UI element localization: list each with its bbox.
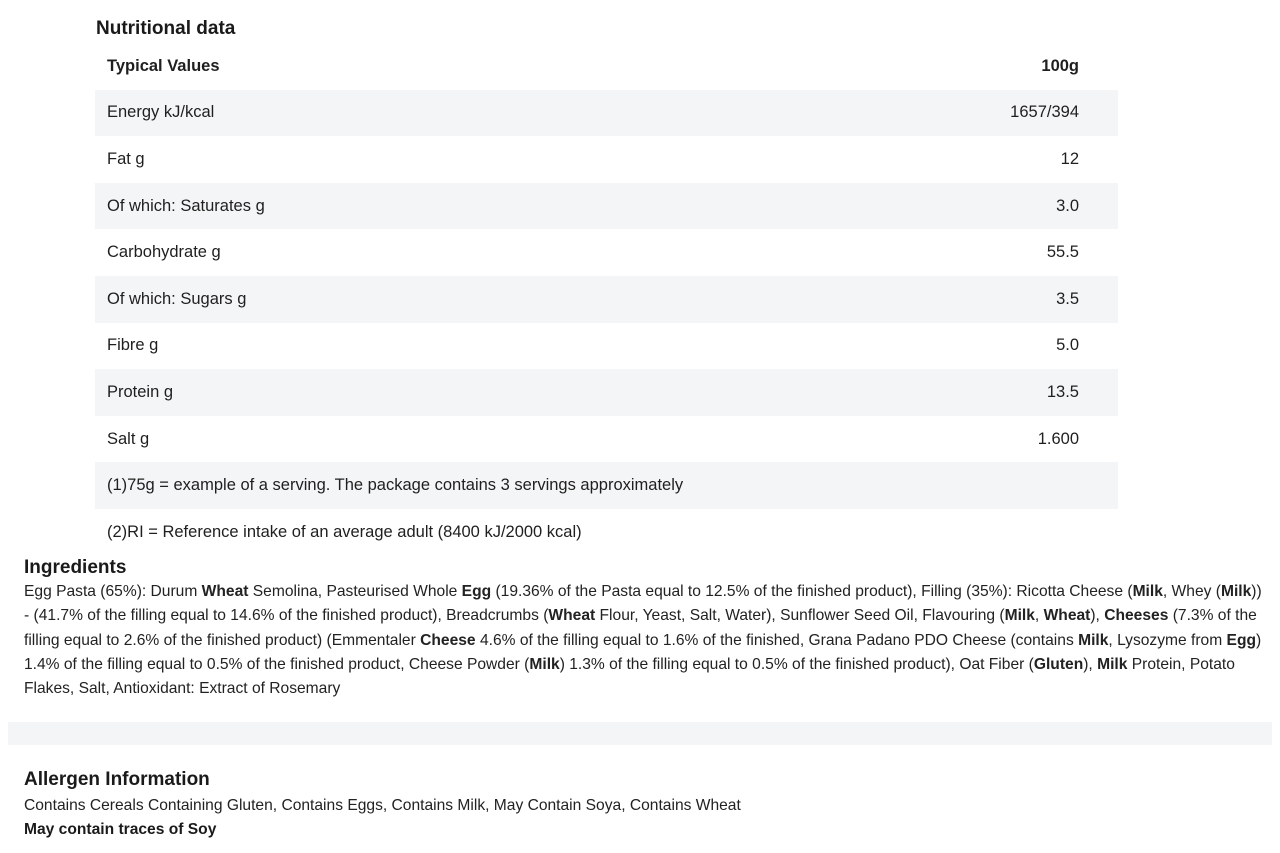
allergen-highlight: Milk	[1220, 583, 1252, 600]
ingredients-title: Ingredients	[24, 557, 127, 578]
allergen-highlight: Gluten	[1033, 655, 1084, 673]
row-value: 1657/394	[745, 90, 1118, 137]
ingredient-text-segment: ) 1.3% of the filling equal to 0.5% of the finished product), Oat Fiber (	[559, 655, 1034, 673]
row-label: Carbohydrate g	[107, 243, 221, 262]
table-header-row	[95, 43, 1118, 90]
row-label: Fat g	[107, 149, 145, 168]
allergen-highlight: Egg	[461, 583, 492, 600]
allergen-highlight: Milk	[1004, 607, 1035, 625]
table-note-row	[95, 509, 1118, 556]
table-note-row	[95, 462, 1118, 509]
allergen-highlight: Milk	[1132, 583, 1163, 600]
allergen-highlight: Egg	[1226, 631, 1256, 649]
allergen-text: Contains Cereals Containing Gluten, Contains Eggs, Contains Milk, May Contain Soya, Contains Wheat	[24, 797, 741, 814]
table-row	[95, 276, 1118, 323]
row-value: 5.0	[1056, 336, 1079, 355]
traces-warning: May contain traces of Soy	[24, 821, 217, 838]
ingredient-text-segment: (19.36% of the Pasta equal to 12.5% of the finished product), Filling (35%): Ricotta Cheese (	[491, 583, 1133, 600]
row-value: 1.600	[1037, 429, 1079, 448]
ingredient-text-segment: Protein, Potato Flakes, Salt, Antioxidant: Extract of Rosemary	[24, 655, 1235, 698]
allergen-title: Allergen Information	[24, 769, 210, 790]
nutrition-table	[95, 43, 1118, 556]
row-label: Protein g	[95, 369, 745, 416]
ingredient-text-segment: ) 1.4% of the filling equal to 0.5% of the finished product, Cheese Powder (	[24, 631, 1262, 673]
ingredient-text-segment: ,	[1034, 607, 1044, 625]
table-row	[95, 229, 1118, 276]
ingredients-text	[24, 580, 1264, 701]
row-label: Salt g	[107, 429, 150, 448]
serving-note: (1)75g = example of a serving. The package contains 3 servings approximately	[95, 462, 1118, 509]
table-row	[95, 416, 1118, 463]
table-row	[95, 369, 1118, 416]
row-value: 12	[1060, 149, 1079, 168]
row-value: 13.5	[745, 369, 1118, 416]
ingredient-text-segment: , Whey (	[1162, 583, 1221, 600]
allergen-highlight: Wheat	[201, 583, 249, 600]
ingredient-text-segment: ),	[1083, 655, 1098, 673]
table-row	[95, 136, 1118, 183]
table-row	[95, 90, 1118, 137]
row-label: Of which: Sugars g	[95, 276, 745, 323]
section-divider	[8, 722, 1272, 745]
row-label: Of which: Saturates g	[95, 183, 745, 230]
ingredient-text-segment: (7.3% of the filling equal to 2.6% of the finished product) (Emmentaler	[24, 607, 1257, 649]
ingredient-text-segment: ),	[1090, 607, 1105, 625]
ingredient-text-segment: )) - (41.7% of the filling equal to 14.6% of the finished product), Breadcrumbs (	[24, 583, 1262, 625]
header-value: 100g	[1041, 56, 1079, 75]
ingredient-text-segment: Semolina, Pasteurised Whole	[248, 583, 462, 600]
reference-intake-note: (2)RI = Reference intake of an average adult (8400 kJ/2000 kcal)	[107, 522, 582, 541]
allergen-highlight: Wheat	[1043, 607, 1091, 625]
row-label: Fibre g	[107, 336, 159, 355]
header-label: Typical Values	[107, 56, 220, 75]
ingredient-text-segment: 4.6% of the filling equal to 1.6% of the finished, Grana Padano PDO Cheese (contains	[475, 631, 1079, 649]
ingredient-text-segment: , Lysozyme from	[1108, 631, 1227, 649]
allergen-highlight: Cheese	[420, 631, 476, 649]
row-value: 3.0	[745, 183, 1118, 230]
allergen-highlight: Milk	[1078, 631, 1109, 649]
table-row	[95, 323, 1118, 370]
row-label: Energy kJ/kcal	[95, 90, 745, 137]
allergen-highlight: Cheeses	[1104, 607, 1169, 625]
allergen-highlight: Milk	[1097, 655, 1128, 673]
nutrition-title: Nutritional data	[96, 18, 236, 39]
row-value: 3.5	[745, 276, 1118, 323]
ingredient-text-segment: Egg Pasta (65%): Durum	[24, 583, 202, 600]
row-value: 55.5	[1046, 243, 1079, 262]
table-row	[95, 183, 1118, 230]
ingredient-text-segment: Flour, Yeast, Salt, Water), Sunflower Seed Oil, Flavouring (	[595, 607, 1005, 625]
allergen-highlight: Milk	[529, 655, 560, 673]
allergen-highlight: Wheat	[548, 607, 596, 625]
